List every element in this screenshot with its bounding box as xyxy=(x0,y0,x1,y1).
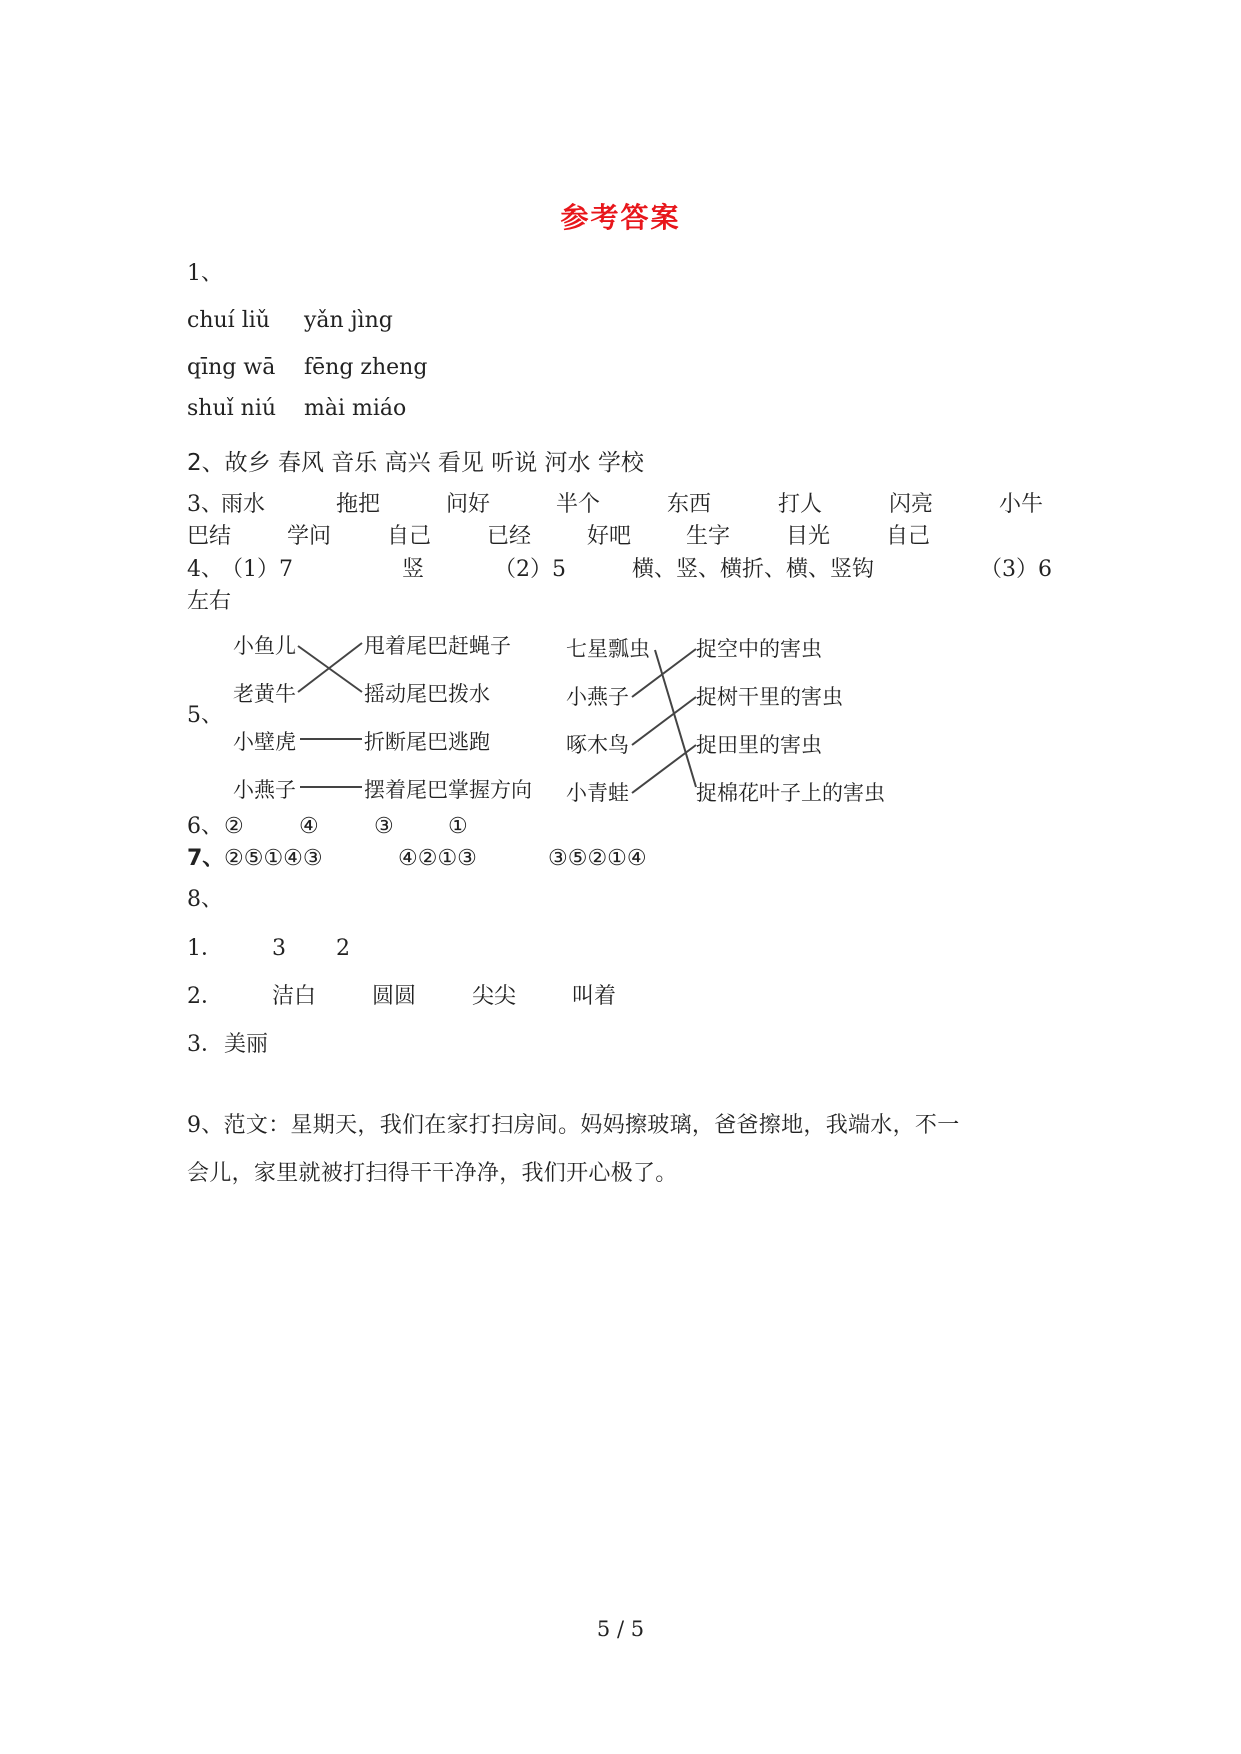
q9-line: 9、范文：星期天，我们在家打扫房间。妈妈擦玻璃，爸爸擦地，我端水，不一 xyxy=(187,1113,960,1138)
q4-label: 4、 xyxy=(187,557,223,582)
match-right-target: 捉棉花叶子上的害虫 xyxy=(696,781,885,805)
q3-word: 学问 xyxy=(287,524,332,549)
q1-pinyin: mài miáo xyxy=(304,396,407,421)
match-right-item: 啄木鸟 xyxy=(566,733,629,757)
q3-word: 自己 xyxy=(886,524,931,549)
match-left-item: 小燕子 xyxy=(233,778,296,802)
q1-pinyin: shuǐ niú xyxy=(187,396,277,421)
match-left-target: 甩着尾巴赶蝇子 xyxy=(364,634,511,658)
match-left-item: 小壁虎 xyxy=(233,730,296,754)
q3-word: 闪亮 xyxy=(889,492,934,517)
match-left-target: 摆着尾巴掌握方向 xyxy=(364,778,532,802)
q8-answer: 3 xyxy=(272,936,286,961)
q4-part1-answer: 竖 xyxy=(402,557,425,582)
q1-pinyin: yǎn jìng xyxy=(304,308,393,333)
q3-word: 生字 xyxy=(686,524,731,549)
match-left-target: 折断尾巴逃跑 xyxy=(364,730,490,754)
q6-answer: ④ xyxy=(299,814,319,839)
q2-words: 故乡 春风 音乐 高兴 看见 听说 河水 学校 xyxy=(224,450,644,476)
q6-answer: ① xyxy=(448,814,468,839)
q3-word: 半个 xyxy=(556,492,601,517)
q3-word: 拖把 xyxy=(336,492,381,517)
q3-word: 好吧 xyxy=(587,524,632,549)
match-right-target: 捉田里的害虫 xyxy=(696,733,822,757)
q7-answer: ④②①③ xyxy=(398,846,477,871)
match-left-target: 摇动尾巴拨水 xyxy=(364,682,490,706)
q3-word: 巴结 xyxy=(187,524,232,549)
q1-pinyin: qīng wā xyxy=(187,355,276,380)
q7-answer: ②⑤①④③ xyxy=(224,846,323,871)
q1-label: 1、 xyxy=(187,261,223,286)
q8-answer: 2 xyxy=(336,936,350,961)
q8-label: 8、 xyxy=(187,887,223,912)
q4-part3-answer: 左右 xyxy=(187,589,232,614)
q3-word: 雨水 xyxy=(221,492,266,517)
q8-item-number: 3． xyxy=(187,1032,223,1057)
match-line xyxy=(632,649,696,697)
q7-label: 7、 xyxy=(187,846,225,871)
q3-word: 小牛 xyxy=(999,492,1044,517)
page-title: 参考答案 xyxy=(560,201,681,234)
match-right-item: 小燕子 xyxy=(566,685,629,709)
q8-item-number: 1． xyxy=(187,936,223,961)
q8-answer: 尖尖 xyxy=(472,984,517,1009)
match-right-target: 捉树干里的害虫 xyxy=(696,685,843,709)
q3-word: 问好 xyxy=(446,492,491,517)
q8-answer: 洁白 xyxy=(272,984,317,1009)
match-right-target: 捉空中的害虫 xyxy=(696,637,822,661)
q4-part2: （2）5 xyxy=(494,557,566,582)
q3-word: 东西 xyxy=(667,492,712,517)
match-left-item: 老黄牛 xyxy=(233,682,296,706)
q5-label: 5、 xyxy=(187,703,223,728)
match-line xyxy=(655,650,696,787)
match-left-item: 小鱼儿 xyxy=(233,634,296,658)
q1-pinyin: fēng zheng xyxy=(304,355,428,380)
q6-label: 6、 xyxy=(187,814,223,839)
q6-answer: ② xyxy=(224,814,244,839)
q7-answer: ③⑤②①④ xyxy=(548,846,647,871)
q4-part2-answer: 横、竖、横折、横、竖钩 xyxy=(632,557,875,582)
q3-word: 目光 xyxy=(786,524,831,549)
q8-answer: 叫着 xyxy=(572,984,617,1009)
q3-word: 打人 xyxy=(778,492,823,517)
q4-part3: （3）6 xyxy=(980,557,1052,582)
q1-pinyin: chuí liǔ xyxy=(187,308,270,333)
q6-answer: ③ xyxy=(374,814,394,839)
q3-label: 3、 xyxy=(187,492,223,517)
page-number: 5 / 5 xyxy=(596,1617,645,1641)
q4-part1: （1）7 xyxy=(221,557,293,582)
q8-answer: 美丽 xyxy=(224,1032,269,1057)
match-line xyxy=(632,745,696,793)
q3-word: 已经 xyxy=(487,524,532,549)
match-right-item: 七星瓢虫 xyxy=(566,637,650,661)
match-line xyxy=(632,697,696,745)
q8-answer: 圆圆 xyxy=(372,984,417,1009)
q3-word: 自己 xyxy=(387,524,432,549)
q2-label: 2、 xyxy=(187,450,225,476)
q9-line: 会儿，家里就被打扫得干干净净，我们开心极了。 xyxy=(187,1161,678,1186)
match-right-item: 小青蛙 xyxy=(566,781,629,805)
q8-item-number: 2． xyxy=(187,984,223,1009)
